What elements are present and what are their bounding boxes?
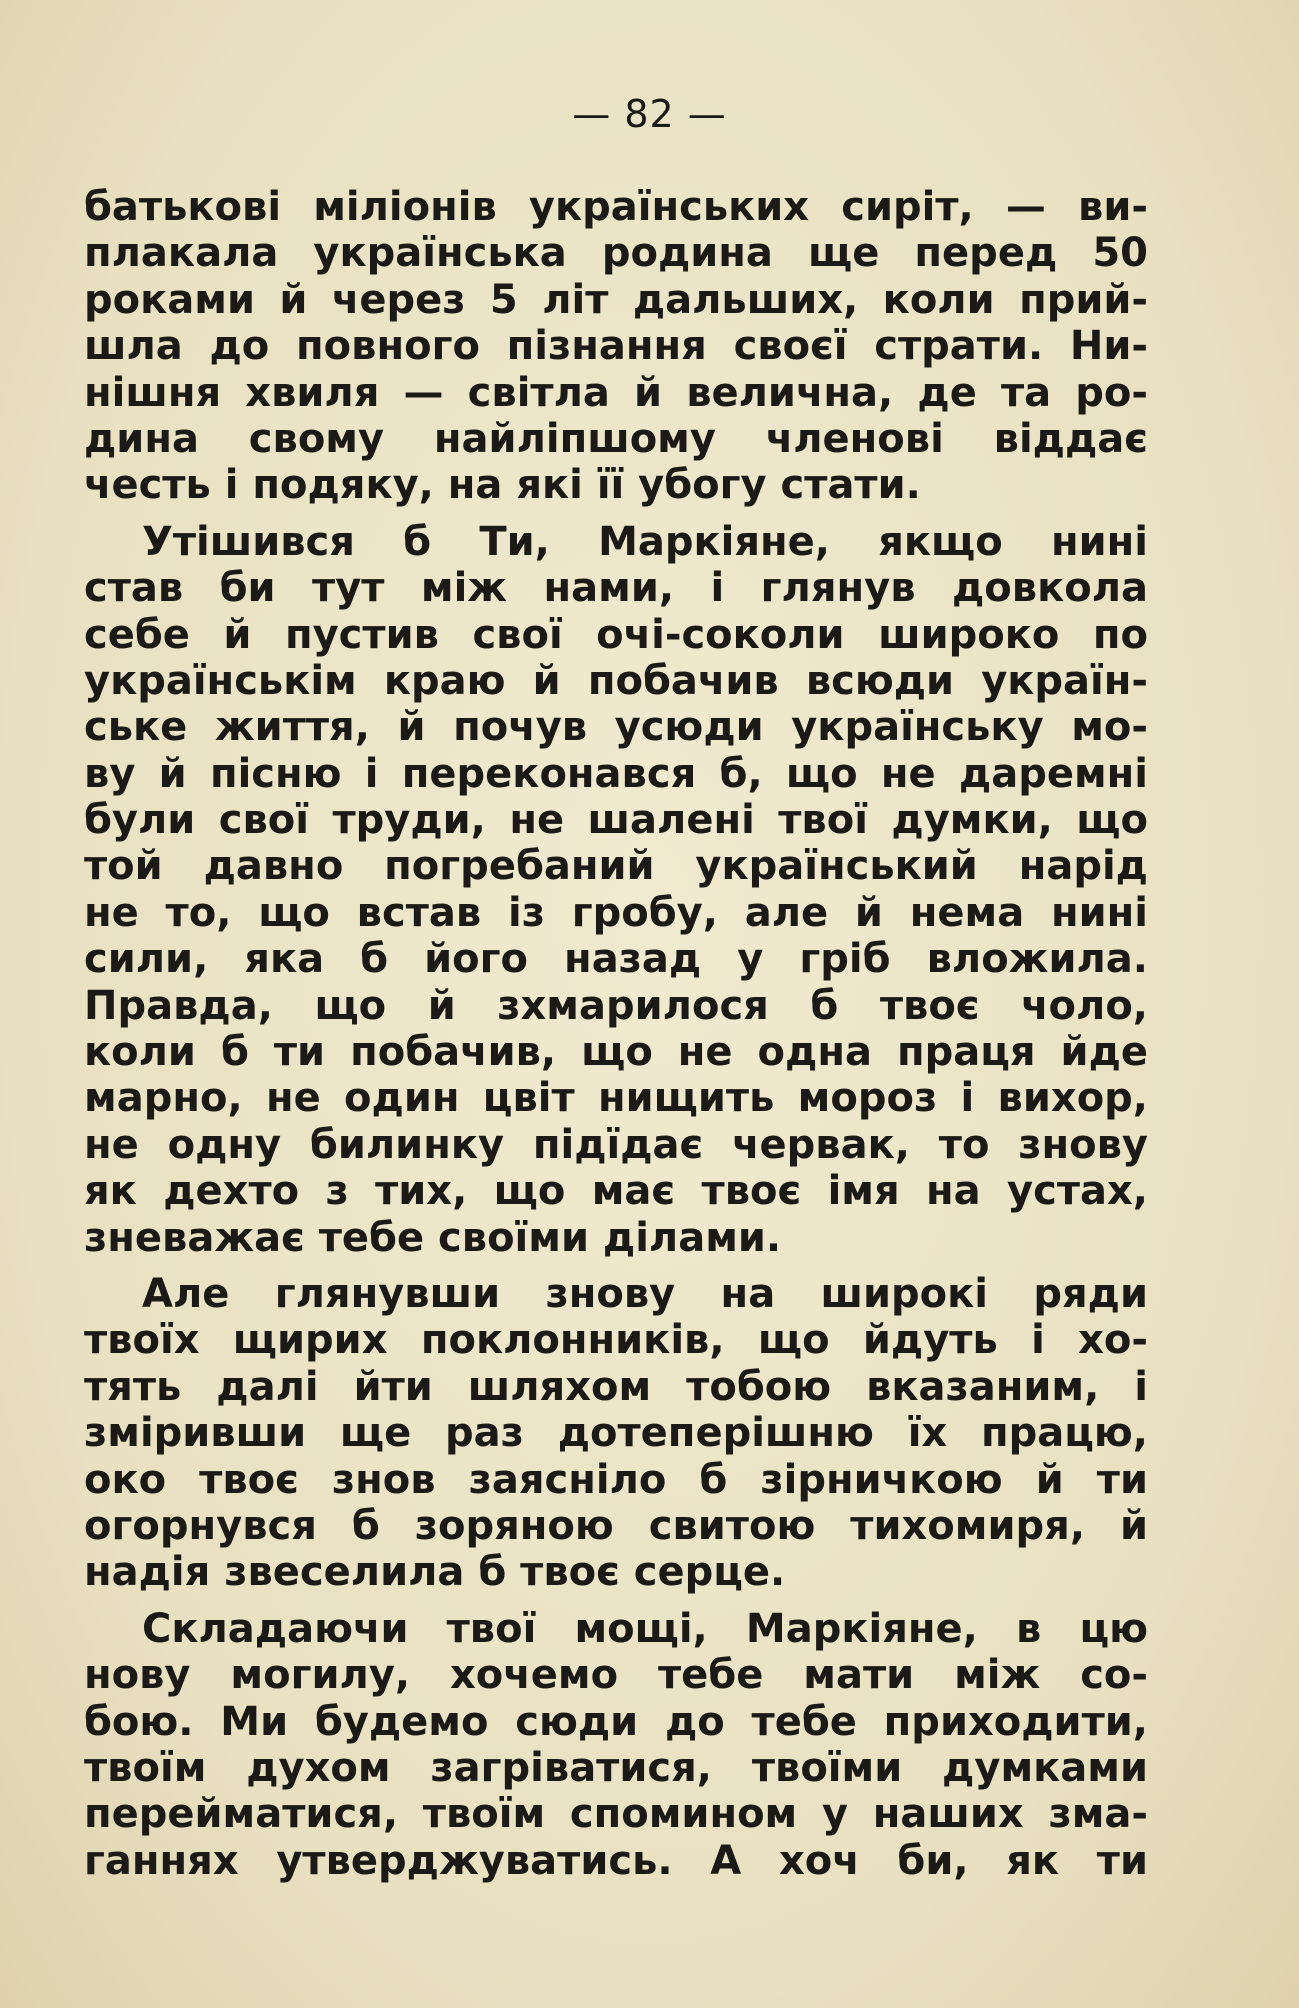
text-line: Але глянувши знову на широкі ряди <box>142 1270 1148 1317</box>
text-line: сили, яка б його назад у гріб вложила. <box>84 936 1148 983</box>
text-line: честь і подяку, на які її убогу стати. <box>84 462 921 509</box>
text-line: ву й пісню і переконався б, що не даремні <box>84 750 1148 797</box>
text-line: не одну билинку підїдає червак, то знову <box>84 1121 1148 1168</box>
text-line: твоїх щирих поклонників, що йдуть і хо- <box>84 1317 1148 1364</box>
text-line: надія звеселила б твоє серце. <box>84 1549 786 1596</box>
text-line: Складаючи твої мощі, Маркіяне, в цю <box>142 1605 1148 1652</box>
text-line: нішня хвиля — світла й велична, де та ро- <box>84 369 1148 416</box>
text-line: Утішився б Ти, Маркіяне, якщо нині <box>142 518 1148 565</box>
text-line: роками й через 5 літ дальших, коли прий- <box>84 276 1148 323</box>
text-line: ганнях утверджуватись. А хоч би, як ти <box>84 1837 1148 1884</box>
text-line: ське життя, й почув усюди українську мо- <box>84 704 1148 751</box>
text-line: не то, що встав із гробу, але й нема нині <box>84 889 1148 936</box>
text-line: зневажає тебе своїми ділами. <box>84 1214 782 1261</box>
text-line: око твоє знов заясніло б зірничкою й ти <box>84 1456 1148 1503</box>
text-line: марно, не один цвіт нищить мороз і вихор, <box>84 1075 1148 1122</box>
text-line: себе й пустив свої очі-соколи широко по <box>84 611 1148 658</box>
text-line: шла до повного пізнання своєї страти. Ни- <box>84 323 1148 370</box>
text-line: коли б ти побачив, що не одна праця йде <box>84 1029 1148 1076</box>
text-line: дина свому найліпшому членові віддає <box>84 415 1148 462</box>
text-line: нову могилу, хочемо тебе мати між со- <box>84 1652 1148 1699</box>
text-line: став би тут між нами, і глянув довкола <box>84 565 1148 612</box>
text-line: твоїм духом загріватися, твоїми думками <box>84 1744 1148 1791</box>
text-line: як дехто з тих, що має твоє імя на устах, <box>84 1168 1148 1215</box>
text-line: Правда, що й зхмарилося б твоє чоло, <box>84 982 1148 1029</box>
text-line: той давно погребаний український нарід <box>84 843 1148 890</box>
page-number: — 82 — <box>572 92 727 136</box>
text-line: українськім краю й побачив всюди україн- <box>84 657 1148 704</box>
text-line: тять далі йти шляхом тобою вказаним, і <box>84 1363 1148 1410</box>
body-text <box>84 184 1148 1884</box>
text-line: батькові міліонів українських сиріт, — ви- <box>84 184 1148 230</box>
text-line: були свої труди, не шалені твої думки, що <box>84 797 1148 844</box>
text-line: огорнувся б зоряною свитою тихомиря, й <box>84 1502 1148 1549</box>
text-line: перейматися, твоїм спомином у наших зма- <box>84 1791 1148 1838</box>
text-line: зміривши ще раз дотеперішню їх працю, <box>84 1410 1148 1457</box>
text-line: бою. Ми будемо сюди до тебе приходити, <box>84 1698 1148 1745</box>
text-line: плакала українська родина ще перед 50 <box>84 230 1148 277</box>
